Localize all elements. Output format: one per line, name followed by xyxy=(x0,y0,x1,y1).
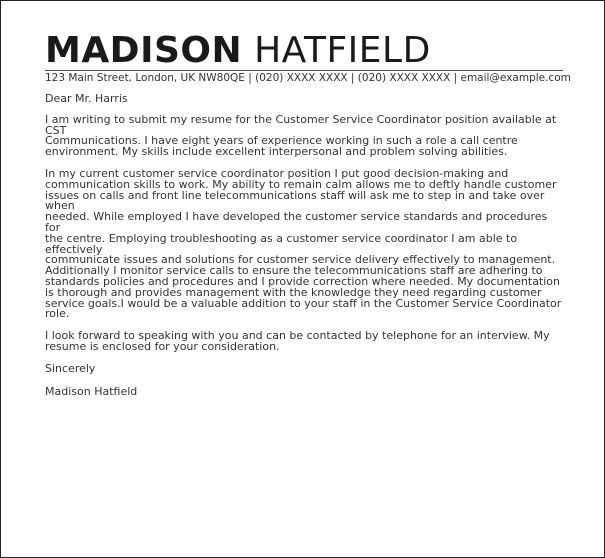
contact-line: 123 Main Street, London, UK NW80QE | (020) XXXX XXXX | (020) XXXX XXXX | email@example.com xyxy=(45,72,571,84)
last-name: HATFIELD xyxy=(254,30,431,71)
paragraph-closing xyxy=(45,331,565,353)
paragraph-line: communication skills to work. My ability to remain calm allows me to deftly handle customer xyxy=(45,177,557,191)
paragraph-line: In my current customer service coordinator position I put good decision-making and xyxy=(45,166,509,180)
applicant-name-heading xyxy=(45,29,431,73)
paragraph-line: needed. While employed I have developed the customer service standards and procedures for xyxy=(45,210,548,234)
paragraph-intro xyxy=(45,112,565,159)
paragraph-line: issues on calls and front line telecommunications staff will ask me to step in and take over when xyxy=(45,188,545,213)
paragraph-line: I look forward to speaking with you and can be contacted by telephone for an interview. My xyxy=(45,329,550,343)
paragraph-line: I am writing to submit my resume for the Customer Service Coordinator position available at CST xyxy=(45,112,557,137)
first-name: MADISON xyxy=(45,30,243,71)
paragraph-line: service goals.I would be a valuable addition to your staff in the Customer Service Coordinator xyxy=(45,296,562,310)
paragraph-line: communicate issues and solutions for customer service delivery effectively to management. xyxy=(45,253,556,267)
paragraph-line: environment. My skills include excellent interpersonal and problem solving abilities. xyxy=(45,145,508,159)
letter-body xyxy=(45,94,565,397)
paragraph-line: the centre. Employing troubleshooting as a customer service coordinator I am able to effectively xyxy=(45,231,518,256)
salutation: Dear Mr. Harris xyxy=(45,92,128,105)
paragraph-line: is thorough and provides management with the knowledge they need regarding customer xyxy=(45,285,542,299)
signature-name: Madison Hatfield xyxy=(45,384,138,398)
paragraph-line: resume is enclosed for your consideration. xyxy=(45,339,280,353)
paragraph-line: role. xyxy=(45,307,70,321)
paragraph-line: Communications. I have eight years of experience working in such a role a call centre xyxy=(45,134,518,148)
header-divider xyxy=(45,70,563,71)
paragraph-experience xyxy=(45,166,565,321)
paragraph-line: Additionally I monitor service calls to ensure the telecommunications staff are adhering to xyxy=(45,264,543,278)
paragraph-line: standards policies and procedures and I provide correction where needed. My documentation xyxy=(45,274,561,288)
complimentary-close: Sincerely xyxy=(45,361,96,375)
